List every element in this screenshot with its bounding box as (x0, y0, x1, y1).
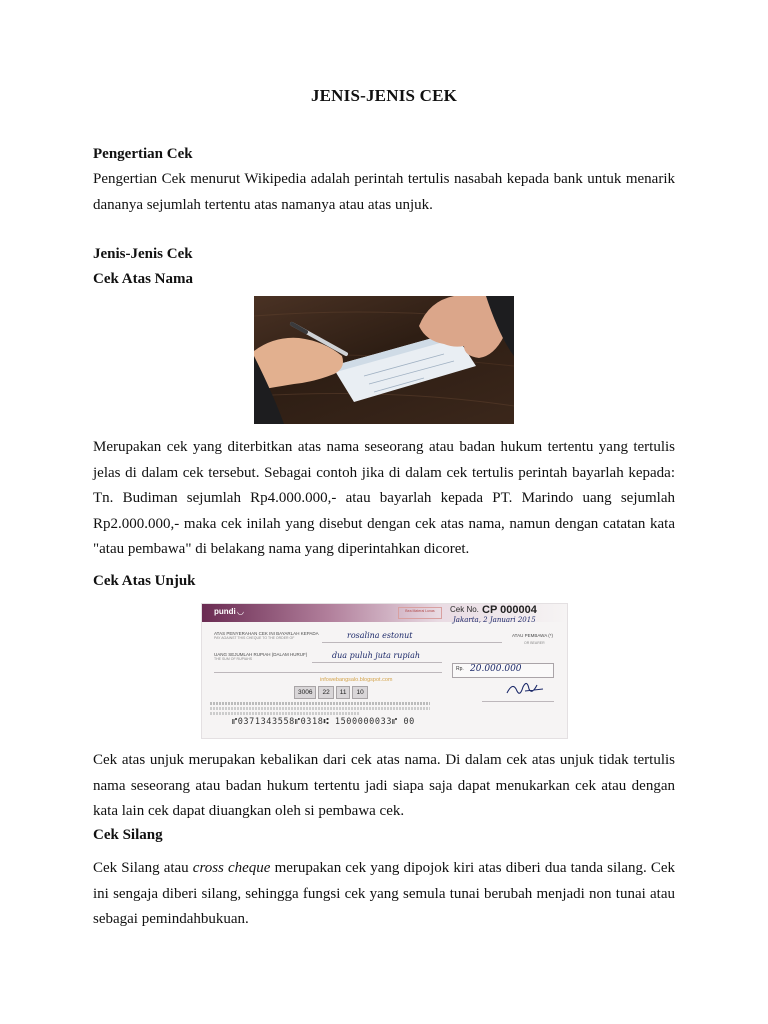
cheque-micr-line: ⑈0371343558⑈0318⑆ 1500000033⑈ 00 (232, 717, 415, 727)
heading-cek-silang: Cek Silang (93, 827, 163, 843)
photo-illustration (254, 296, 514, 424)
pay-to-label-en: PAY AGAINST THIS CHEQUE TO THE ORDER OF (214, 636, 295, 640)
document-title: JENIS-JENIS CEK (310, 86, 458, 105)
hands-writing-cheque-photo (254, 296, 514, 424)
amount-words-label: UANG SEJUMLAH RUPIAH (DALAM HURUF) (214, 652, 308, 657)
payee-handwritten: rosalina estonut (347, 631, 413, 640)
cheque-bank-logo: pundi (214, 607, 236, 616)
cross-cheque-term: cross cheque (192, 860, 271, 876)
amount-words-line-1 (312, 662, 442, 663)
amount-words-handwritten: dua puluh juta rupiah (332, 651, 421, 660)
currency-label: Rp. (456, 666, 464, 672)
code-box: 10 (352, 686, 367, 699)
code-box: 22 (318, 686, 333, 699)
paragraph-cek-silang (93, 856, 675, 933)
cheque-stamp-box: Bea Materai Lunas (398, 607, 442, 619)
bank-cheque-image (201, 603, 568, 739)
heading-cek-atas-nama: Cek Atas Nama (93, 271, 193, 287)
amount-words-label-en: THE SUM OF RUPIAHS (214, 657, 253, 661)
bearer-label-en: OR BEARER (524, 641, 545, 645)
heading-pengertian-cek: Pengertian Cek (93, 146, 193, 162)
paragraph-cek-atas-nama: Merupakan cek yang diterbitkan atas nama seseorang atau badan hukum tertentu yang tertulis jelas di dalam cek tersebut. Sebagai contoh jika di dalam cek tertulis perintah bayarlah kepada: Tn. Budiman sejumlah Rp4.000.000,- atau bayarlah kepada PT. Marindo uang sejumlah Rp2.000.000,- maka cek inilah yang disebut dengan cek atas nama, namun dengan catatan kata "atau pembawa" di belakang nama yang diperintahkan dicoret. (93, 439, 675, 557)
signature-icon (505, 677, 545, 699)
amount-words-line-2 (214, 672, 442, 673)
payee-line (322, 642, 502, 643)
cheque-number-label: Cek No. (450, 605, 479, 614)
paragraph-cek-silang-rest: merupakan cek yang dipojok kiri atas diberi dua tanda silang. Cek ini sengaja diberi silang, sehingga fungsi cek yang semula tunai berubah menjadi non tunai atau sebagai pemindahbukuan. (93, 860, 675, 927)
heading-jenis-jenis-cek: Jenis-Jenis Cek (93, 246, 193, 262)
bearer-label: ATAU PEMBAWA (*) (512, 633, 554, 638)
paragraph-pengertian-cek: Pengertian Cek menurut Wikipedia adalah perintah tertulis nasabah kepada bank untuk menarik dananya sejumlah tertentu atas namanya atau atas unjuk. (93, 171, 675, 213)
code-box: 3006 (294, 686, 316, 699)
cheque-watermark-text: infowebangsalo.blogspot.com (320, 677, 393, 683)
smile-logo-icon: ◡ (237, 607, 244, 616)
cheque-code-boxes (294, 686, 368, 697)
paragraph-cek-silang-start: Cek Silang atau (93, 860, 193, 876)
cheque-date-handwritten: Jakarta, 2 Januari 2015 (453, 616, 536, 624)
code-box: 11 (336, 686, 351, 699)
heading-cek-atas-unjuk: Cek Atas Unjuk (93, 573, 196, 589)
pay-to-label: ATAS PENYERAHAN CEK INI BAYARLAH KEPADA (214, 631, 319, 636)
paragraph-cek-atas-unjuk: Cek atas unjuk merupakan kebalikan dari cek atas nama. Di dalam cek atas unjuk tidak tertulis nama seseorang atau badan hukum tertentu jadi siapa saja dapat menukarkan cek atau dengan kata lain cek dapat diuangkan oleh si pembawa cek. (93, 752, 675, 819)
signature-line (482, 701, 554, 702)
cheque-number: CP 000004 (482, 604, 537, 616)
amount-figures: 20.000.000 (470, 664, 522, 674)
cheque-side-text (556, 639, 564, 699)
cheque-fine-print (210, 702, 430, 715)
